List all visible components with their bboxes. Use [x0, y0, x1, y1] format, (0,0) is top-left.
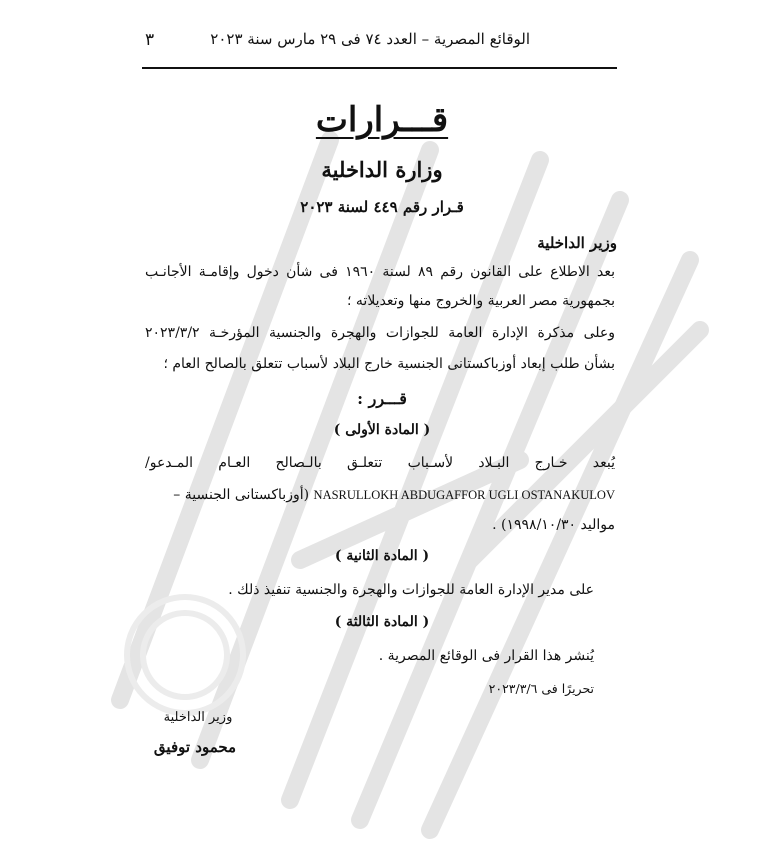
decree-number: قـرار رقم ٤٤٩ لسنة ٢٠٢٣	[300, 198, 464, 216]
decides-heading: قـــرر :	[357, 389, 407, 408]
article-3-text: يُنشر هذا القرار فى الوقائع المصرية .	[378, 648, 594, 664]
nationality-text: (أوزباكستانى الجنسية –	[173, 487, 310, 503]
article-1-line	[173, 487, 615, 503]
preamble-line: بشأن طلب إبعاد أوزباكستانى الجنسية خارج البلاد لأسباب تتعلق بالصالح العام ؛	[163, 356, 615, 372]
preamble-line: وعلى مذكرة الإدارة العامة للجوازات والهجرة والجنسية المؤرخـة ٢٠٢٣/٣/٢	[145, 325, 615, 341]
header-rule	[142, 67, 617, 69]
article-2-text: على مدير الإدارة العامة للجوازات والهجرة والجنسية تنفيذ ذلك .	[228, 582, 594, 598]
running-header: الوقائع المصرية – العدد ٧٤ فى ٢٩ مارس سنة ٢٠٢٣	[210, 30, 530, 48]
signature-title: وزير الداخلية	[163, 710, 233, 725]
date-written: تحريرًا فى ٢٠٢٣/٣/٦	[488, 681, 594, 696]
section-title: قـــرارات	[315, 100, 449, 140]
article-2-heading: ( المادة الثانية )	[334, 548, 430, 564]
person-name: NASRULLOKH ABDUGAFFOR UGLI OSTANAKULOV	[313, 488, 615, 502]
ministry-heading: وزارة الداخلية	[321, 157, 443, 182]
article-3-heading: ( المادة الثالثة )	[334, 614, 430, 630]
article-1-line: يُبعد خـارج البـلاد لأسـباب تتعلـق بالـصالح العـام المـدعو/	[145, 455, 615, 471]
article-1-heading: ( المادة الأولى )	[333, 422, 431, 438]
article-1-line: مواليد ١٩٩٨/١٠/٣٠) .	[492, 517, 615, 533]
signature-name: محمود توفيق	[153, 738, 237, 756]
preamble-line: بعد الاطلاع على القانون رقم ٨٩ لسنة ١٩٦٠ فى شأن دخول وإقامـة الأجانـب	[145, 264, 615, 280]
preamble-line: بجمهورية مصر العربية والخروج منها وتعديلاته ؛	[347, 293, 615, 309]
page-number: ٣	[145, 30, 155, 50]
issuer-heading: وزير الداخلية	[537, 234, 617, 252]
